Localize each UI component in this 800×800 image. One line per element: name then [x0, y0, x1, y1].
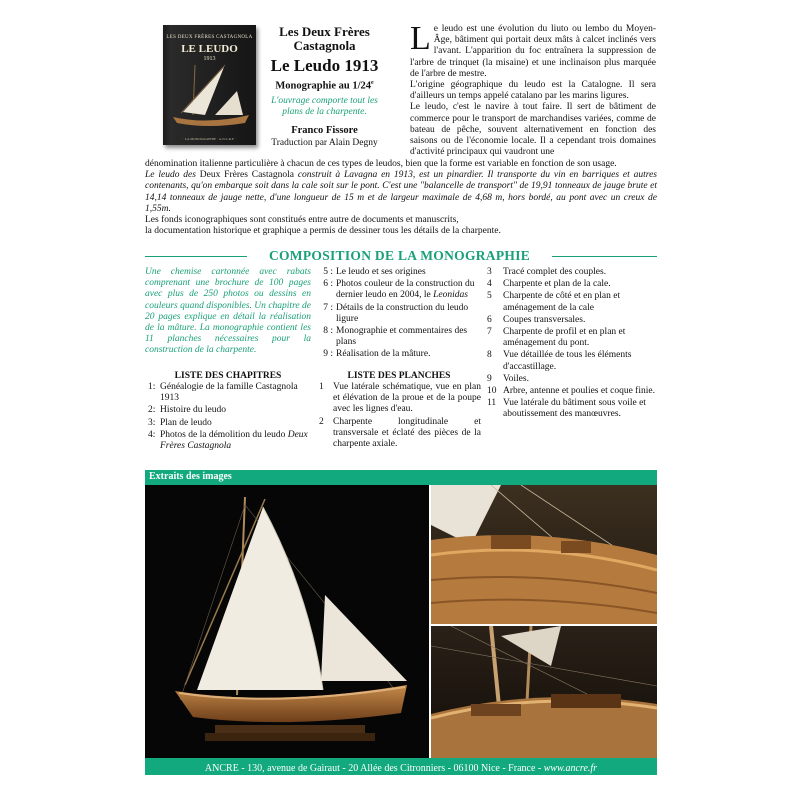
title-line2: Castagnola	[293, 38, 356, 53]
intro-para5-line1: Les fonds iconographiques sont constitués entre autre de documents et manuscrits,	[145, 215, 459, 226]
list-item	[319, 279, 479, 301]
list-item	[487, 398, 657, 420]
list-item	[319, 267, 479, 278]
composition-title: COMPOSITION DE LA MONOGRAPHIE	[268, 248, 531, 263]
list-item	[148, 430, 314, 452]
chapter-number: 1:	[148, 382, 156, 392]
plate-text: Arbre, antenne et poulies et coque finie.	[503, 386, 655, 397]
plates-list-b	[487, 267, 657, 422]
plate-text: Charpente et plan de la cale.	[503, 279, 611, 290]
cover-footer: · LA MONOGRAPHIE · A.N.C.R.E ·	[182, 137, 237, 141]
list-item	[319, 382, 481, 416]
plate-text: Charpente de côté et en plan et aménagement de la cale	[503, 291, 621, 313]
subtitle-sup: e	[371, 80, 374, 86]
subtitle-text: Monographie au 1/24	[275, 80, 371, 92]
intro-para2: L'origine géographique du leudo est la Catalogne. Il sera d'ailleurs un temps appelé catalano par les marins ligures.	[410, 80, 656, 102]
footer-url[interactable]: www.ancre.fr	[543, 763, 598, 774]
main-title: Le Leudo 1913	[270, 56, 379, 75]
plate-number: 4	[487, 279, 492, 290]
chapter-text: Généalogie de la famille Castagnola 1913	[160, 382, 298, 404]
dropcap: L	[410, 20, 431, 57]
plate-text: Vue latérale schématique, vue en plan et élévation de la proue et de la poupe avec les lignes d'eau.	[333, 382, 481, 415]
para4-italic-b: construit à Lavagna en 1913, est un pinardier. Il transporte du vin en barriques et autres contenants, qu'on embarque soit dans la cale soit sur le pont. C'est une "balancelle de transport" de 19,91 tonneaux de jauge brute et 14,14 tonneaux de jauge nette, d'une longueur de 15 m et de largeur maximale de 4,68 m, hors bordé, au pont avec un creux de 1,55m.	[145, 170, 657, 214]
section-rule-left	[145, 256, 247, 257]
plate-text: Coupes transversales.	[503, 314, 586, 325]
plate-number: 9	[487, 373, 492, 384]
chapter-number: 4:	[148, 429, 156, 440]
plate-number: 7	[487, 327, 492, 338]
cover-sailboat-image	[163, 63, 256, 135]
chapter-text-italic: Leonidas	[433, 290, 468, 301]
chapter-number: 6 :	[323, 279, 333, 290]
model-sailboat-image	[145, 485, 429, 758]
chapter-text: Le leudo et ses origines	[336, 267, 426, 277]
deck-detail-image	[431, 626, 657, 758]
list-item	[319, 303, 479, 325]
chapter-text: Monographie et commentaires des plans	[336, 326, 468, 348]
composition-blurb: Une chemise cartonnée avec rabats comprenant une brochure de 100 pages avec plus de 250 photos ou dessins en couleurs quand disponibles. Un chapitre de 20 pages explique en détail la réalisation de la mâture. La monographie contient les 11 planches nécessaires pour la construction de la charpente.	[145, 267, 311, 356]
intro-column	[410, 20, 656, 158]
intro-para3-cont: dénomination italienne particulière à chacun de ces types de leudos, bien que la forme est variable en fonction de son usage.	[145, 159, 617, 169]
list-item	[487, 291, 657, 313]
chapter-number: 8 :	[323, 326, 333, 337]
chapter-number: 7 :	[323, 302, 333, 313]
plate-text: Vue détaillée de tous les éléments d'accastillage.	[503, 350, 632, 372]
intro-para4	[145, 170, 657, 215]
cover-line3: 1913	[203, 56, 216, 62]
list-item	[148, 405, 314, 416]
author: Franco Fissore	[291, 124, 358, 136]
list-item	[487, 350, 657, 372]
list-item	[487, 315, 657, 326]
chapter-number: 3:	[148, 417, 156, 428]
list-item	[487, 386, 657, 397]
para4-italic-a: Le leudo des	[145, 170, 196, 181]
list-item	[319, 349, 479, 360]
translation: Traduction par Alain Degny	[271, 137, 378, 148]
chapter-text	[336, 279, 479, 301]
chapter-number: 2:	[148, 405, 156, 416]
plate-number: 8	[487, 350, 492, 361]
list-item	[319, 417, 481, 451]
section-rule-right	[552, 256, 657, 257]
list-item	[148, 418, 314, 429]
photo-model-under-sail	[145, 485, 429, 758]
chapter-text: Histoire du leudo	[160, 405, 226, 416]
plate-text: Tracé complet des couples.	[503, 267, 607, 277]
intro-para3: Le leudo, c'est le navire à tout faire. Il sert de bâtiment de commerce pour le transport de marchandises variées, comme de bateau de pêche, souvent alternativement en fonction des saisons ou de l'économie locale. Il a cependant trois domaines d'activité principaux qui vaudront une	[410, 102, 656, 158]
plate-text: Voiles.	[503, 373, 529, 384]
plate-text: Charpente longitudinale et transversale et éclaté des pièces de la charpente axiale.	[333, 416, 481, 450]
intro-para5-line2: la documentation historique et graphique a permis de dessiner tous les détails de la charpente.	[145, 226, 501, 237]
title-line1: Les Deux Frères	[279, 24, 370, 39]
plates-title: LISTE DES PLANCHES	[347, 371, 451, 381]
chapters-title: LISTE DES CHAPITRES	[174, 371, 282, 381]
chapter-text: Réalisation de la mâture.	[336, 349, 431, 360]
extraits-label: Extraits des images	[149, 471, 232, 482]
list-item	[487, 374, 657, 385]
cover-line2: LE LEUDO	[181, 43, 238, 55]
plate-number: 6	[487, 314, 492, 325]
chapter-number: 5 :	[323, 267, 333, 277]
list-item	[148, 382, 314, 404]
footer-bar	[145, 758, 657, 775]
plate-text: Vue latérale du bâtiment sous voile et aboutissement des manœuvres.	[503, 398, 646, 420]
subtitle	[262, 77, 387, 93]
plate-number: 11	[487, 398, 497, 409]
list-item	[487, 279, 657, 290]
chapter-text-italic: Deux Frères Castagnola	[160, 429, 308, 452]
plate-number: 2	[319, 416, 324, 427]
para4-normal: Deux Frères Castagnola	[195, 170, 298, 181]
list-item	[319, 326, 479, 348]
chapter-number: 9 :	[323, 349, 333, 360]
chapter-text: Détails de la construction du leudo ligure	[336, 302, 469, 324]
title-note: L'ouvrage comporte tout les plans de la charpente.	[271, 95, 378, 117]
photo-deck-detail	[431, 626, 657, 758]
plate-number: 1	[319, 382, 324, 392]
book-cover	[163, 25, 256, 145]
plate-number: 5	[487, 291, 492, 302]
list-item	[487, 267, 657, 278]
plate-number: 10	[487, 386, 497, 397]
chapter-text-main: Photos de la démolition du leudo	[160, 429, 286, 440]
plate-number: 3	[487, 267, 492, 277]
intro-para1: e leudo est une évolution du liuto ou lembo du Moyen-Âge, bâtiment qui portait deux mâts à calcet inclinés vers l'avant. L'apparition du foc entraînera la suppression de l'arbre de trinquet (la misaine) et une inclinaison plus marquée de l'arbre de mestre.	[410, 24, 656, 79]
chapters-list	[148, 382, 314, 453]
intro-fullwidth	[145, 159, 657, 237]
list-item	[487, 327, 657, 349]
plate-text: Charpente de profil et en plan et aménagement du pont.	[503, 327, 626, 349]
chapters-list-b	[319, 267, 479, 362]
title-block	[262, 25, 387, 149]
plates-list-a	[319, 382, 481, 451]
chapter-text-main: Photos couleur de la construction du dernier leudo en 2004, le	[336, 279, 475, 301]
chapter-text	[160, 430, 314, 452]
photo-hull-detail	[431, 485, 657, 624]
chapter-text: Plan de leudo	[160, 417, 212, 428]
footer-address: ANCRE - 130, avenue de Gairaut - 20 Allée des Citronniers - 06100 Nice - France -	[204, 763, 544, 774]
extraits-bar	[145, 470, 657, 485]
hull-detail-image	[431, 485, 657, 624]
cover-line1: LES DEUX FRÈRES CASTAGNOLA	[166, 35, 253, 40]
